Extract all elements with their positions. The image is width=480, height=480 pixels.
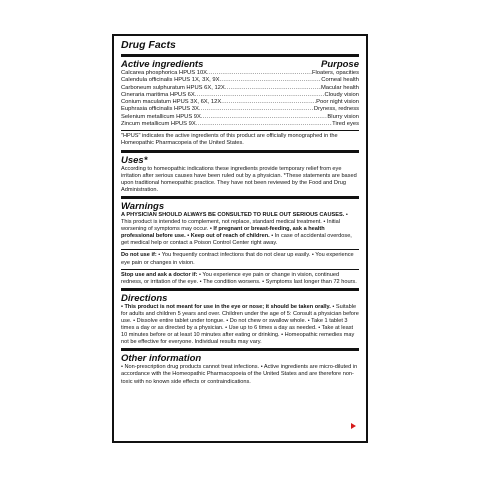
ingredient-purpose: Corneal health [321, 77, 359, 84]
purpose-heading: Purpose [320, 59, 359, 70]
leader-dots [221, 99, 316, 106]
do-not-use [121, 252, 359, 266]
ingredient-name: Selenium metallicum HPUS 9X [121, 113, 201, 120]
warnings-pregnancy: • If pregnant or breast-feeding, ask a health professional before use. • Keep out of reach of children. [121, 226, 325, 240]
divider [121, 196, 359, 199]
directions-text [121, 304, 359, 347]
active-ingredients-heading: Active ingredients [121, 59, 204, 70]
continue-arrow-icon [351, 423, 356, 429]
drug-facts-panel [112, 34, 368, 443]
ingredient-name: Conium maculatum HPUS 3X, 6X, 12X [121, 99, 222, 106]
other-information-text: • Non-prescription drug products cannot treat infections. • Active ingredients are micro-diluted in accordance with the Homeopathic Pharmacopoeia of the United States and are therefore non-toxic with no known side effects or contraindications. [121, 364, 358, 385]
stop-use [121, 272, 359, 286]
warnings-body-1: • This product is intended to complement, not replace, standard medical treatment. • Initial worsening of symptoms may occur. [121, 211, 348, 233]
ingredient-purpose: Tired eyes [332, 121, 359, 128]
ingredient-name: Zincum metallicum HPUS 9X [121, 121, 196, 128]
stop-use-text: • You experience eye pain or change in vision, continued redness, or irritation of the eye. • The condition worsens. • Symptoms last longer than 72 hours. [121, 271, 357, 285]
ingredient-row [121, 85, 359, 92]
warnings-body-2: • In case of accidental overdose, get medical help or contact a Poison Control Center right away. [121, 233, 352, 247]
divider [121, 348, 359, 351]
directions-heading: Directions [121, 292, 168, 304]
ingredient-name: Calendula officinalis HPUS 1X, 3X, 9X [121, 77, 220, 84]
uses-heading: Uses* [121, 154, 148, 166]
ingredient-row [121, 106, 359, 113]
ingredient-purpose: Poor night vision [316, 99, 359, 106]
ingredient-row [121, 70, 359, 77]
directions-intro: • This product is not meant for use in the eye or nose; it should be taken orally. [121, 303, 331, 310]
divider [121, 130, 359, 131]
leader-dots [207, 70, 312, 77]
ingredient-row [121, 99, 359, 106]
ingredient-purpose: Blurry vision [327, 113, 359, 120]
do-not-use-text: • You frequently contract infections that do not clear up easily. • You experience eye pain or changes in vision. [121, 252, 354, 266]
divider [121, 54, 359, 57]
ingredient-name: Cineraria maritima HPUS 6X [121, 91, 195, 98]
leader-dots [220, 77, 322, 84]
divider [121, 269, 359, 270]
warnings-text [121, 212, 359, 247]
active-ingredients-header [121, 59, 359, 70]
other-information-heading: Other information [121, 353, 202, 365]
leader-dots [225, 85, 321, 92]
ingredient-name: Carboneum sulphuratum HPUS 6X, 12X [121, 84, 225, 91]
hpus-note: "HPUS" indicates the active ingredients of this product are officially monographed in the Homeopathic Pharmacopeia of the United States. [121, 133, 338, 147]
uses-text: According to homeopathic indications these ingredients provide temporary relief from eye irritation after serious causes have been ruled out by a physician. *These statements are based upon traditional homeopathic practice. They have not been reviewed by the Food and Drug Administration. [121, 165, 357, 193]
divider [121, 150, 359, 153]
leader-dots [195, 92, 325, 99]
ingredient-name: Calcarea phosphorica HPUS 10X [121, 70, 208, 76]
ingredient-name: Euphrasia officinalis HPUS 3X [121, 106, 199, 113]
ingredient-purpose: Dryness, redness [313, 106, 359, 113]
leader-dots [201, 114, 328, 121]
ingredient-list [121, 70, 359, 128]
stop-use-label: Stop use and ask a doctor if: [121, 271, 198, 278]
ingredient-purpose: Floaters, opacities [311, 70, 359, 76]
leader-dots [199, 106, 314, 113]
ingredient-row [121, 114, 359, 121]
divider [121, 288, 359, 291]
do-not-use-label: Do not use if: [121, 252, 157, 259]
warnings-heading: Warnings [121, 200, 165, 212]
directions-body: • Suitable for adults and children 5 years and over. Children under the age of 5: Consult a physician before use. • Dissolve entire tablet under tongue. • Do not chew or swallow whole. • Take 1 tablet 3 times a day or as directed by a physician. • Use up to 6 times a day as needed. • Take at least 10 minutes before or at least 10 minutes after eating or drinking. • Homeopathic remedies may not be effective for everyone. Individual results may vary. [121, 303, 359, 346]
divider [121, 249, 359, 250]
warnings-intro: A PHYSICIAN SHOULD ALWAYS BE CONSULTED TO RULE OUT SERIOUS CAUSES. [121, 211, 345, 218]
ingredient-row [121, 121, 359, 128]
leader-dots [196, 121, 332, 128]
ingredient-purpose: Macular health [320, 84, 359, 91]
ingredient-purpose: Cloudy vision [324, 91, 359, 98]
ingredient-row [121, 77, 359, 84]
drug-facts-title: Drug Facts [121, 39, 176, 51]
ingredient-row [121, 92, 359, 99]
